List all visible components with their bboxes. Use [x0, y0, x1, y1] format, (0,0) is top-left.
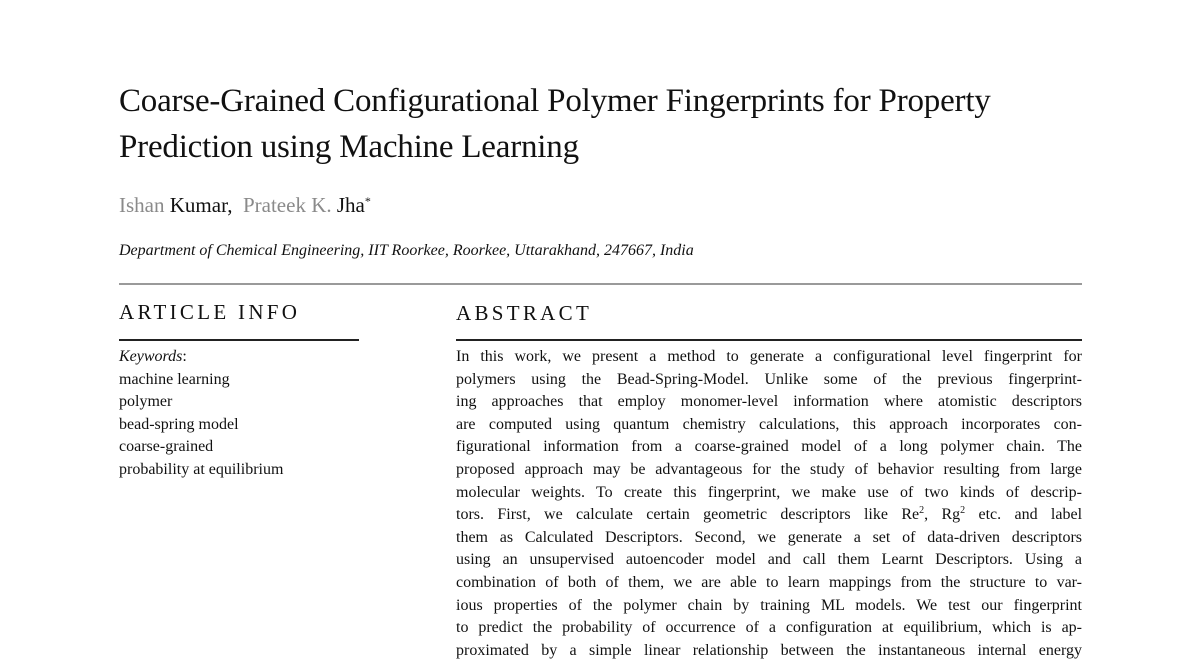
abstract-line: ious properties of the polymer chain by training ML models. We test our fingerprint	[456, 596, 1082, 614]
author-given-name: Ishan	[119, 193, 165, 217]
keyword-item: coarse-grained	[119, 438, 214, 456]
paper-title: Coarse-Grained Configurational Polymer Fingerprints for Property Prediction using Machine Learning	[119, 83, 991, 165]
abstract-line: molecular weights. To create this fingerprint, we make use of two kinds of descrip-	[456, 483, 1082, 501]
affiliation: Department of Chemical Engineering, IIT Roorkee, Roorkee, Uttarakhand, 247667, India	[119, 242, 694, 259]
abstract-line: proximated by a simple linear relationship between the instantaneous internal energy	[456, 641, 1082, 659]
abstract-line: combination of both of them, we are able to learn mappings from the structure to var-	[456, 573, 1082, 591]
abstract-line: polymers using the Bead-Spring-Model. Unlike some of the previous fingerprint-	[456, 370, 1082, 388]
keyword-item: bead-spring model	[119, 415, 239, 433]
article-info-divider	[119, 339, 359, 341]
author-list	[119, 186, 371, 220]
abstract-line: are computed using quantum chemistry calculations, this approach incorporates con-	[456, 415, 1082, 433]
author-family-name: Kumar	[169, 193, 228, 217]
abstract-text-fragment: , Rg	[924, 506, 961, 524]
author-separator: ,	[227, 193, 233, 217]
keywords-label-line	[119, 346, 283, 369]
abstract-body	[456, 346, 1082, 662]
keywords-block	[119, 346, 283, 482]
abstract-line: them as Calculated Descriptors. Second, we generate a set of data-driven descriptors	[456, 528, 1082, 546]
author-1	[119, 193, 227, 217]
abstract-text-fragment: tors. First, we calculate certain geometric descriptors like Re	[456, 506, 920, 524]
corresponding-author-marker: *	[364, 194, 371, 208]
superscript: 2	[960, 505, 966, 517]
abstract-text-fragment: etc. and label	[965, 506, 1083, 524]
keywords-label: Keywords	[119, 348, 183, 365]
header-divider	[119, 283, 1082, 285]
abstract-line: In this work, we present a method to generate a configurational level fingerprint for	[456, 348, 1082, 365]
abstract-heading: ABSTRACT	[456, 301, 593, 325]
author-given-name: Prateek K.	[242, 193, 332, 217]
abstract-line: to predict the probability of occurrence of a configuration at equilibrium, which is ap-	[456, 619, 1082, 637]
abstract-divider	[456, 339, 1082, 341]
abstract-line: proposed approach may be advantageous for the study of behavior resulting from large	[456, 460, 1082, 478]
keyword-item: machine learning	[119, 370, 230, 388]
author-family-name: Jha	[336, 193, 365, 217]
article-info-heading: ARTICLE INFO	[119, 300, 301, 324]
keyword-item: polymer	[119, 393, 173, 411]
abstract-line-with-superscripts	[456, 504, 1082, 527]
keywords-colon: :	[182, 348, 187, 365]
keyword-item: probability at equilibrium	[119, 460, 284, 478]
abstract-line: figurational information from a coarse-grained model of a long polymer chain. The	[456, 438, 1082, 456]
superscript: 2	[919, 505, 925, 517]
abstract-line: using an unsupervised autoencoder model and call them Learnt Descriptors. Using a	[456, 551, 1082, 569]
author-2	[243, 193, 371, 217]
abstract-line: ing approaches that employ monomer-level information where atomistic descriptors	[456, 393, 1082, 411]
